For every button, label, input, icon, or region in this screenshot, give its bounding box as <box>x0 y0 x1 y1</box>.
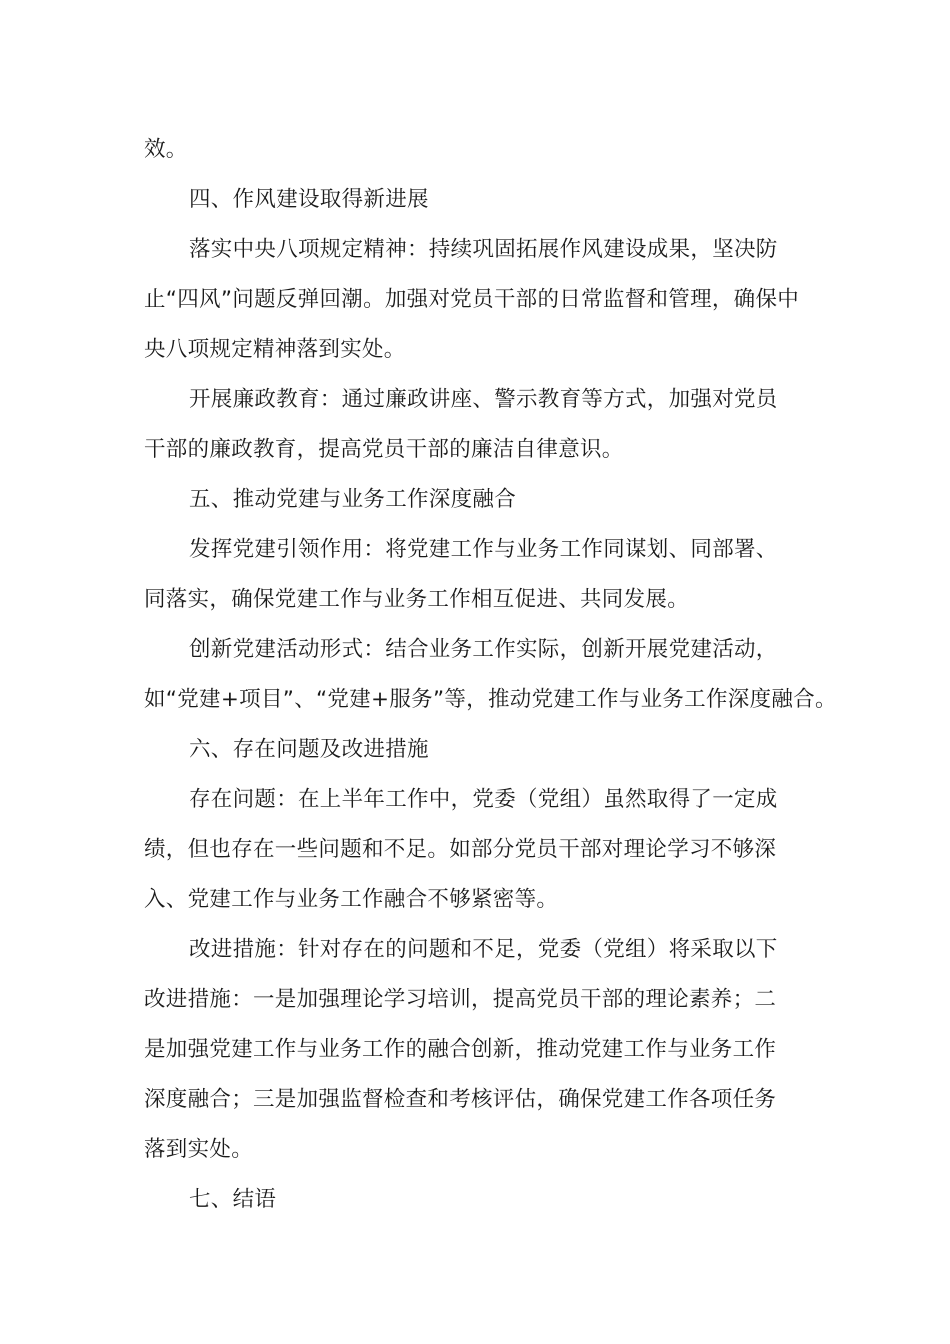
text-line: 同落实，确保党建工作与业务工作相互促进、共同发展。 <box>144 587 690 612</box>
text-line: 开展廉政教育：通过廉政讲座、警示教育等方式，加强对党员 <box>189 387 778 412</box>
text-line: 干部的廉政教育，提高党员干部的廉洁自律意识。 <box>144 437 624 462</box>
text-line: 如“党建+项目”、“党建+服务”等，推动党建工作与业务工作深度融合。 <box>144 687 837 712</box>
text-line: 存在问题：在上半年工作中，党委（党组）虽然取得了一定成 <box>189 787 778 812</box>
section-heading: 七、结语 <box>189 1187 277 1212</box>
text-line: 创新党建活动形式：结合业务工作实际，创新开展党建活动， <box>189 637 778 662</box>
text-line: 改进措施：针对存在的问题和不足，党委（党组）将采取以下 <box>189 937 778 962</box>
text-line: 央八项规定精神落到实处。 <box>144 337 406 362</box>
text-line: 入、党建工作与业务工作融合不够紧密等。 <box>144 887 559 912</box>
text-line: 效。 <box>144 137 188 162</box>
section-heading: 四、作风建设取得新进展 <box>189 187 429 212</box>
text-line: 发挥党建引领作用：将党建工作与业务工作同谋划、同部署、 <box>189 537 778 562</box>
text-line: 止“四风”问题反弹回潮。加强对党员干部的日常监督和管理，确保中 <box>144 287 800 312</box>
text-line: 落实中央八项规定精神：持续巩固拓展作风建设成果，坚决防 <box>189 237 778 262</box>
text-line: 改进措施：一是加强理论学习培训，提高党员干部的理论素养；二 <box>144 987 777 1012</box>
text-line: 是加强党建工作与业务工作的融合创新，推动党建工作与业务工作 <box>144 1037 777 1062</box>
section-heading: 五、推动党建与业务工作深度融合 <box>189 487 517 512</box>
text-line: 落到实处。 <box>144 1137 254 1162</box>
text-line: 深度融合；三是加强监督检查和考核评估，确保党建工作各项任务 <box>144 1087 777 1112</box>
text-line: 绩，但也存在一些问题和不足。如部分党员干部对理论学习不够深 <box>144 837 777 862</box>
section-heading: 六、存在问题及改进措施 <box>189 737 429 762</box>
document-body <box>144 125 837 1225</box>
